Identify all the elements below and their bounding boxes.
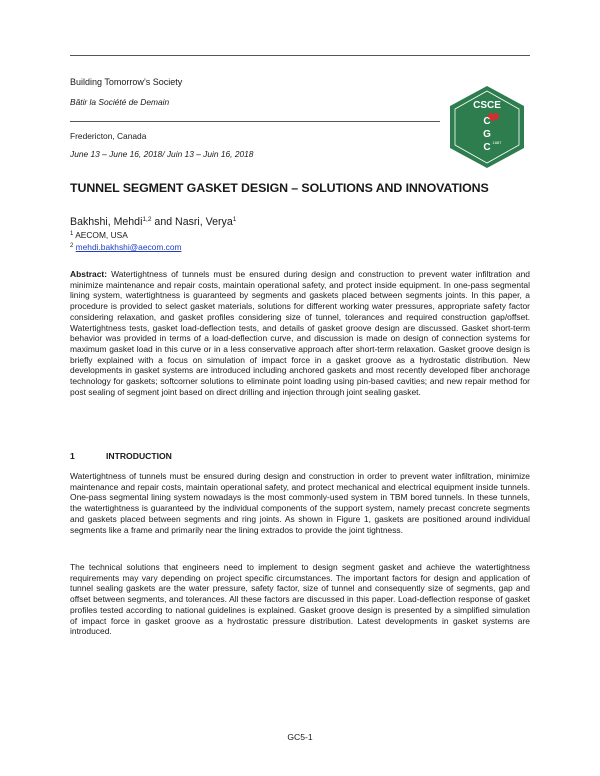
author-email-link[interactable]: mehdi.bakhshi@aecom.com bbox=[75, 242, 182, 252]
author-1: Bakhshi, Mehdi bbox=[70, 216, 143, 228]
affiliation-1-text: AECOM, USA bbox=[73, 230, 128, 240]
affiliation-2-sup: 2 bbox=[70, 243, 74, 249]
logo-text-csce: CSCE bbox=[473, 100, 501, 111]
section-number: 1 bbox=[70, 451, 75, 461]
dates-fr: Juin 13 – Juin 16, 2018 bbox=[164, 149, 254, 159]
logo-hexagon bbox=[450, 86, 524, 168]
top-rule bbox=[70, 55, 530, 56]
header-rule bbox=[70, 121, 440, 122]
author-1-sup: 1,2 bbox=[142, 216, 152, 223]
header-org-en: Building Tomorrow’s Society bbox=[70, 77, 183, 87]
paper-title: TUNNEL SEGMENT GASKET DESIGN – SOLUTIONS AND INNOVATIONS bbox=[70, 181, 489, 195]
page-number: GC5-1 bbox=[287, 732, 313, 742]
abstract-text: Watertightness of tunnels must be ensured during design and construction to prevent water infiltration and minimize maintenance and repair costs, maintain operational safety, and protect inside equipment. In one-pass segmental lining system, watertightness is guaranteed by segments and gaskets placed between segments joints. In this paper, a procedure is provided to select gasket materials, solutions for different working water pressures, appropriate safety factor considering relaxation, and gasket profiles considering size of tunnel, tolerances and required construction gap/offset. Watertightness tests, gasket load-deflection tests, and details of gasket groove design are discussed. Gasket short-term behavior was provided in terms of a load-deflection curve, and discussion is made on design of connection systems for maximum gasket load in this curve or in a less conservative approach after short-term relaxation. Gasket groove design is briefly explained with a focus on simulation of impact force in a gasket groove as a hydrostatic distribution. New developments in gasket systems are introduced including anchored gaskets and most recently developed fiber anchorage technology for gaskets; softcorner solutions to eliminate point loading using pin-based cavities; and new repair method for post sealing of segment joint based on direct drilling and injection through joint sealing gasket. bbox=[70, 269, 530, 397]
affiliation-2 bbox=[70, 242, 181, 252]
dates-en: June 13 – June 16, 2018/ bbox=[70, 149, 165, 159]
section-title: INTRODUCTION bbox=[106, 451, 172, 461]
author-2-sup: 1 bbox=[232, 216, 237, 223]
affiliation-1 bbox=[70, 230, 128, 240]
intro-paragraph-2: The technical solutions that engineers need to implement to design segment gasket and achieve the watertightness requirements may vary depending on project specific circumstances. The important factors for design and application of tunnel sealing gaskets are the water pressure, safety factor, size of tunnel and consequently size of segments, gap and offset between segments, and tolerances. All these factors are discussed in this paper. Load-deflection response of gasket profiles tested according to national guidelines is explained. Gasket groove design is presented by a simplified simulation of impact force in gasket groove as a hydrostatic pressure distribution. Latest developments in gasket systems are introduced. bbox=[70, 562, 530, 637]
logo-text-g: G bbox=[483, 129, 491, 140]
header-dates bbox=[70, 149, 253, 159]
header-location: Fredericton, Canada bbox=[70, 131, 147, 141]
intro-paragraph-1: Watertightness of tunnels must be ensured during design and construction in order to prevent water infiltration, minimize maintenance and repair costs, maintain operational safety, and protect mechanical and electrical equipment inside tunnels. One-pass segmental lining system nowadays is the most commonly-used system in TBM bored tunnels. In these tunnels, the watertightness is guaranteed by the individual components of the support system, namely precast concrete segments and gaskets placed between segments and ring joints. As shown in Figure 1, gaskets are positioned around individual segments like a frame and primarily near the lining extrados to provide the joint tightness. bbox=[70, 471, 530, 535]
author-separator: and bbox=[151, 216, 176, 228]
logo-text-c2: C bbox=[483, 142, 491, 153]
abstract bbox=[70, 269, 530, 397]
section-heading bbox=[70, 451, 172, 461]
author-2: Nasri, Verya bbox=[175, 216, 233, 228]
abstract-label: Abstract: bbox=[70, 269, 108, 279]
logo-text-c1: C bbox=[483, 116, 491, 127]
authors-line bbox=[70, 216, 236, 228]
logo-year: 1887 bbox=[492, 140, 502, 145]
affiliation-1-sup: 1 bbox=[70, 231, 74, 237]
header-org-fr: Bâtir la Société de Demain bbox=[70, 97, 170, 107]
csce-logo bbox=[444, 84, 530, 170]
